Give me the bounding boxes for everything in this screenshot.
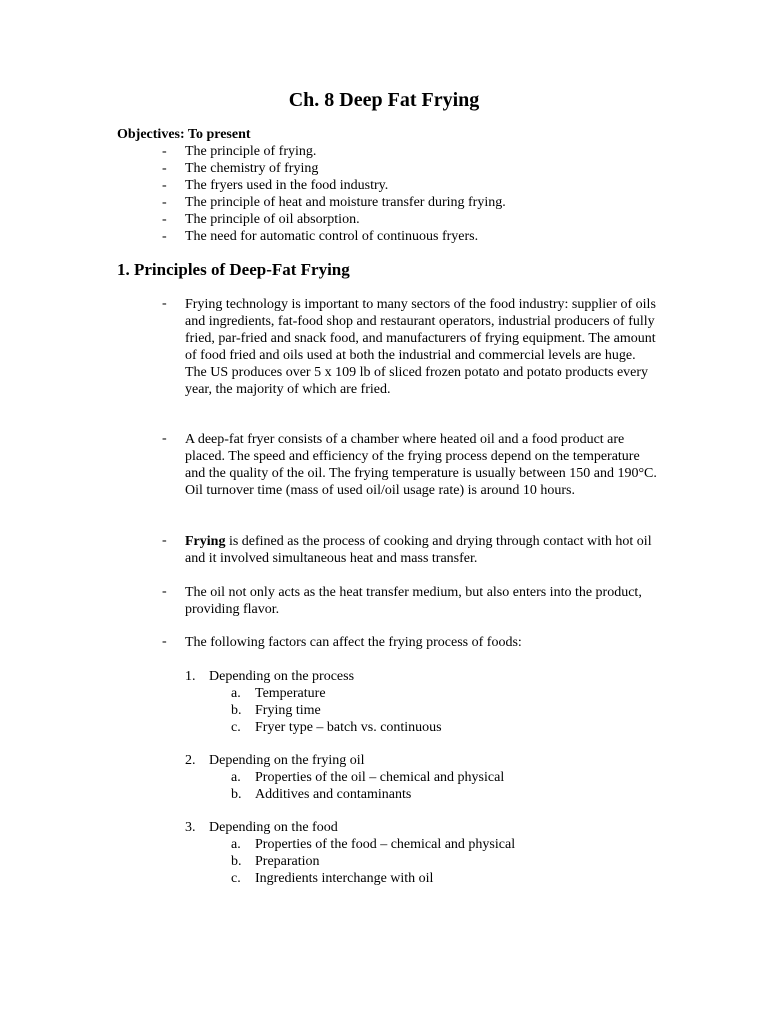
dash-marker: - bbox=[162, 212, 167, 227]
objective-item bbox=[117, 228, 717, 245]
dash-marker: - bbox=[162, 229, 167, 244]
paragraph-frying-technology bbox=[117, 296, 657, 398]
dash-marker: - bbox=[162, 533, 167, 548]
section-heading: 1. Principles of Deep-Fat Frying bbox=[117, 260, 350, 279]
objective-item bbox=[117, 143, 717, 160]
objective-item bbox=[117, 211, 717, 228]
factor-label: Depending on the food bbox=[209, 820, 338, 835]
sub-item bbox=[185, 685, 665, 702]
dash-marker: - bbox=[162, 634, 167, 649]
sub-item bbox=[185, 853, 665, 870]
sub-item-text: Frying time bbox=[255, 703, 321, 718]
factor-group-process bbox=[185, 668, 665, 736]
dash-marker: - bbox=[162, 584, 167, 599]
objective-item bbox=[117, 194, 717, 211]
objective-text: The fryers used in the food industry. bbox=[185, 178, 389, 193]
factor-heading bbox=[185, 819, 665, 836]
dash-marker: - bbox=[162, 431, 167, 446]
sub-item-text: Fryer type – batch vs. continuous bbox=[255, 720, 442, 735]
sub-item-letter: c. bbox=[231, 720, 241, 735]
page-title: Ch. 8 Deep Fat Frying bbox=[288, 89, 480, 111]
factor-group-food bbox=[185, 819, 665, 887]
paragraph-text bbox=[185, 533, 657, 567]
sub-item-letter: c. bbox=[231, 871, 241, 886]
factor-number: 1. bbox=[185, 669, 196, 684]
dash-marker: - bbox=[162, 161, 167, 176]
sub-item-letter: a. bbox=[231, 686, 241, 701]
sub-item-text: Properties of the oil – chemical and physical bbox=[255, 770, 505, 785]
sub-item bbox=[185, 769, 665, 786]
sub-item-text: Temperature bbox=[255, 686, 326, 701]
objectives-block bbox=[117, 126, 717, 245]
objective-text: The need for automatic control of continuous fryers. bbox=[185, 229, 479, 244]
objective-text: The principle of oil absorption. bbox=[185, 212, 360, 227]
objective-text: The chemistry of frying bbox=[185, 161, 319, 176]
sub-item-letter: b. bbox=[231, 703, 242, 718]
objectives-list bbox=[117, 143, 717, 245]
bold-term: Frying bbox=[185, 534, 226, 549]
dash-marker: - bbox=[162, 144, 167, 159]
factor-heading bbox=[185, 668, 665, 685]
sub-item-letter: b. bbox=[231, 787, 242, 802]
objective-text: The principle of frying. bbox=[185, 144, 317, 159]
objective-item bbox=[117, 177, 717, 194]
paragraph-factors-intro bbox=[117, 634, 657, 651]
dash-marker: - bbox=[162, 296, 167, 311]
sub-item-text: Ingredients interchange with oil bbox=[255, 871, 434, 886]
factor-number: 2. bbox=[185, 753, 196, 768]
factor-label: Depending on the frying oil bbox=[209, 753, 365, 768]
sub-item bbox=[185, 719, 665, 736]
paragraph-text: The following factors can affect the frying process of foods: bbox=[185, 635, 522, 650]
paragraph-text: The oil not only acts as the heat transfer medium, but also enters into the product, providing flavor. bbox=[185, 585, 642, 617]
sub-item-text: Preparation bbox=[255, 854, 320, 869]
objective-text: The principle of heat and moisture transfer during frying. bbox=[185, 195, 506, 210]
factor-heading bbox=[185, 752, 665, 769]
sub-item-text: Additives and contaminants bbox=[255, 787, 412, 802]
sub-item bbox=[185, 786, 665, 803]
factor-number: 3. bbox=[185, 820, 196, 835]
sub-item-letter: a. bbox=[231, 837, 241, 852]
sub-item-text: Properties of the food – chemical and physical bbox=[255, 837, 516, 852]
factor-label: Depending on the process bbox=[209, 669, 355, 684]
objectives-label: Objectives: To present bbox=[117, 127, 251, 142]
definition-text: is defined as the process of cooking and drying through contact with hot oil and it involved simultaneous heat and mass transfer. bbox=[185, 534, 652, 566]
paragraph-oil-role bbox=[117, 584, 657, 618]
paragraph-frying-definition bbox=[117, 533, 657, 567]
sub-item bbox=[185, 870, 665, 887]
dash-marker: - bbox=[162, 195, 167, 210]
paragraph-text: Frying technology is important to many sectors of the food industry: supplier of oils and ingredients, fat-food shop and restaurant operators, industrial producers of fully fried, par-fried and snack food, and manufacturers of frying equipment. The amount of food fried and oils used at both the industrial and commercial levels are huge. The US produces over 5 x 109 lb of sliced frozen potato and potato products every year, the majority of which are fried. bbox=[185, 297, 656, 397]
sub-item bbox=[185, 702, 665, 719]
sub-item-letter: a. bbox=[231, 770, 241, 785]
factor-group-frying-oil bbox=[185, 752, 665, 803]
objective-item bbox=[117, 160, 717, 177]
dash-marker: - bbox=[162, 178, 167, 193]
sub-item bbox=[185, 836, 665, 853]
sub-item-letter: b. bbox=[231, 854, 242, 869]
paragraph-text: A deep-fat fryer consists of a chamber where heated oil and a food product are placed. The speed and efficiency of the frying process depend on the temperature and the quality of the oil. The frying temperature is usually between 150 and 190°C. Oil turnover time (mass of used oil/oil usage rate) is around 10 hours. bbox=[185, 432, 657, 498]
paragraph-fryer-description bbox=[117, 431, 657, 499]
